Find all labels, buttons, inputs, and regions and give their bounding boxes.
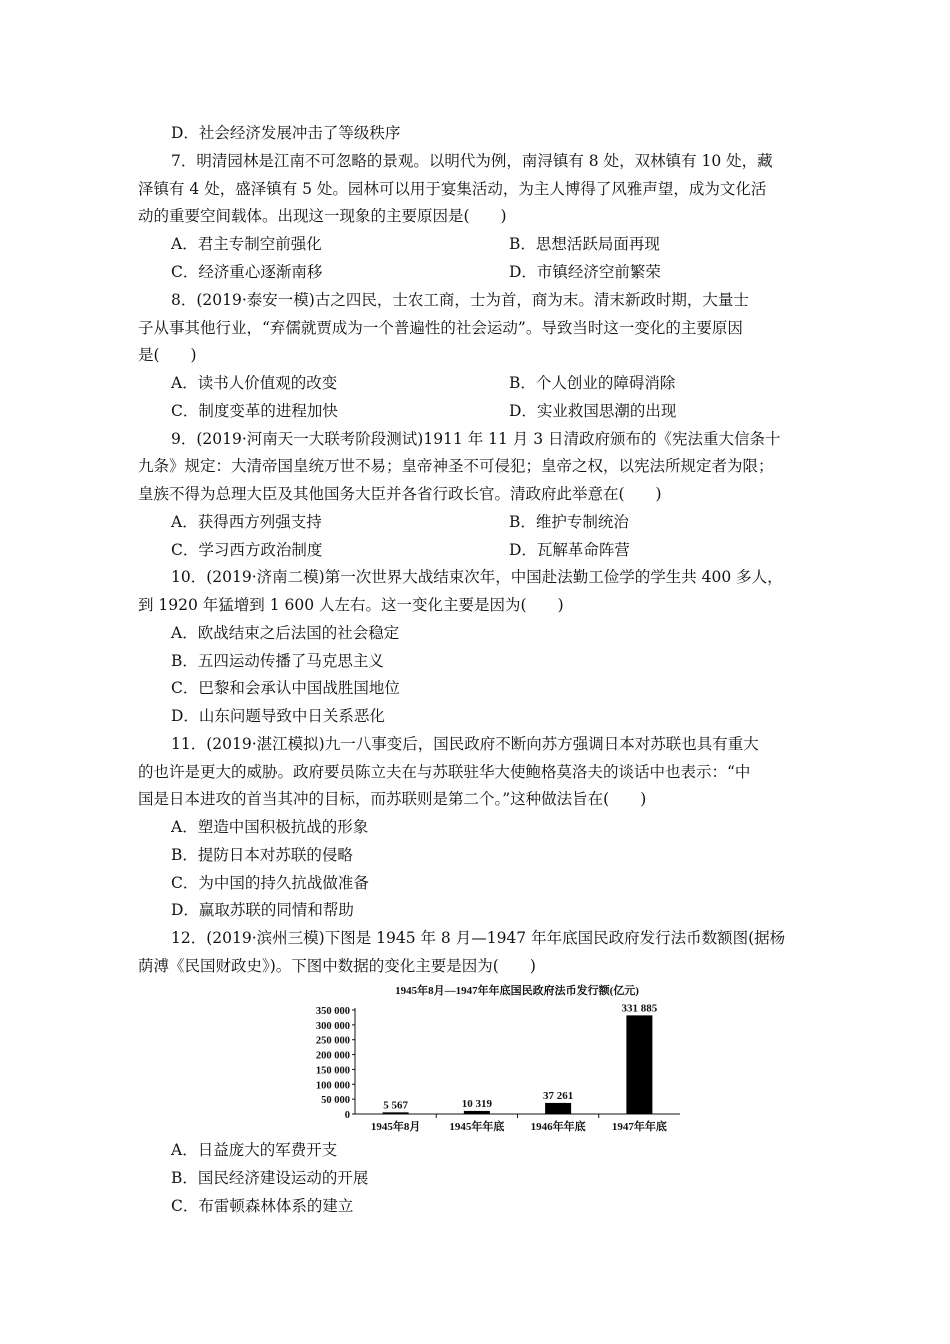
q10-stem-line-1: 10．(2019·济南二模)第一次世界大战结束次年，中国赴法勤工俭学的学生共 400 多人，	[171, 568, 783, 586]
y-tick-label: 50 000	[321, 1095, 350, 1107]
q8-stem-line-1: 8．(2019·泰安一模)古之四民，士农工商，士为首，商为末。清末新政时期，大量士	[171, 291, 749, 309]
q7-stem-line-3: 动的重要空间载体。出现这一现象的主要原因是( )	[138, 207, 507, 225]
q11-stem-line-2: 的也许是更大的威胁。政府要员陈立夫在与苏联驻华大使鲍格莫洛夫的谈话中也表示：“中	[138, 763, 751, 781]
q7-stem-line-2: 泽镇有 4 处，盛泽镇有 5 处。园林可以用于宴集活动，为主人博得了风雅声望，成为文化活	[138, 180, 767, 198]
q10-stem-line-2: 到 1920 年猛增到 1 600 人左右。这一变化主要是因为( )	[138, 596, 564, 614]
bar	[626, 1015, 652, 1114]
q11-option-a: A．塑造中国积极抗战的形象	[171, 818, 369, 836]
y-tick-label: 300 000	[315, 1020, 350, 1032]
y-tick-label: 100 000	[315, 1080, 350, 1092]
q11-stem-line-3: 国是日本进攻的首当其冲的目标，而苏联则是第二个。”这种做法旨在( )	[138, 790, 647, 808]
q12-option-b: B．国民经济建设运动的开展	[171, 1169, 369, 1187]
q9-stem-line-3: 皇族不得为总理大臣及其他国务大臣并各省行政长官。清政府此举意在( )	[138, 485, 662, 503]
q9-option-d: D．瓦解革命阵营	[509, 541, 630, 559]
q9-option-c: C．学习西方政治制度	[171, 541, 323, 559]
bar-value-label: 331 885	[621, 1002, 658, 1015]
y-tick-label: 0	[344, 1110, 350, 1121]
bar-value-label: 37 261	[543, 1089, 574, 1102]
chart-title: 1945年8月—1947年年底国民政府法币发行额(亿元)	[395, 985, 639, 997]
q8-option-d: D．实业救国思潮的出现	[509, 402, 677, 420]
x-tick-label: 1945年年底	[449, 1121, 505, 1133]
q8-option-a: A．读书人价值观的改变	[171, 374, 338, 392]
bar-value-label: 5 567	[383, 1099, 408, 1112]
bar	[383, 1112, 409, 1114]
q6-option-d: D．社会经济发展冲击了等级秩序	[171, 124, 401, 142]
q12-option-a: A．日益庞大的军费开支	[171, 1141, 338, 1159]
q12-option-c: C．布雷顿森林体系的建立	[171, 1197, 354, 1215]
q7-option-c: C．经济重心逐渐南移	[171, 263, 323, 281]
x-tick-label: 1947年年底	[611, 1121, 667, 1133]
q12-stem-line-2: 荫溥《民国财政史》)。下图中数据的变化主要是因为( )	[138, 957, 536, 975]
q8-option-b: B．个人创业的障碍消除	[509, 374, 676, 392]
x-tick-label: 1946年年底	[530, 1121, 586, 1133]
q12-stem-line-1: 12．(2019·滨州三模)下图是 1945 年 8 月—1947 年年底国民政府发行法币数额图(据杨	[171, 929, 786, 947]
q11-option-b: B．提防日本对苏联的侵略	[171, 846, 353, 864]
q7-option-d: D．市镇经济空前繁荣	[509, 263, 661, 281]
q7-option-b: B．思想活跃局面再现	[509, 235, 660, 253]
bar	[545, 1103, 571, 1114]
q9-option-a: A．获得西方列强支持	[171, 513, 322, 531]
q11-option-c: C．为中国的持久抗战做准备	[171, 874, 369, 892]
q9-stem-line-1: 9．(2019·河南天一大联考阶段测试)1911 年 11 月 3 日清政府颁布的《宪法重大信条十	[171, 430, 781, 448]
q10-option-d: D．山东问题导致中日关系恶化	[171, 707, 385, 725]
q10-option-c: C．巴黎和会承认中国战胜国地位	[171, 679, 400, 697]
bar	[464, 1111, 490, 1114]
q11-option-d: D．赢取苏联的同情和帮助	[171, 901, 354, 919]
q7-option-a: A．君主专制空前强化	[171, 235, 322, 253]
q9-option-b: B．维护专制统治	[509, 513, 629, 531]
y-tick-label: 150 000	[315, 1065, 350, 1077]
q10-option-b: B．五四运动传播了马克思主义	[171, 652, 384, 670]
q9-stem-line-2: 九条》规定：大清帝国皇统万世不易；皇帝神圣不可侵犯；皇帝之权，以宪法所规定者为限；	[138, 457, 774, 475]
money-issuance-chart	[300, 982, 690, 1142]
q10-option-a: A．欧战结束之后法国的社会稳定	[171, 624, 400, 642]
y-tick-label: 350 000	[315, 1006, 350, 1017]
q8-stem-line-2: 子从事其他行业，“弃儒就贾成为一个普遍性的社会运动”。导致当时这一变化的主要原因	[138, 319, 743, 337]
q8-option-c: C．制度变革的进程加快	[171, 402, 338, 420]
q8-stem-line-3: 是( )	[138, 346, 197, 364]
bar-value-label: 10 319	[461, 1097, 492, 1110]
y-tick-label: 250 000	[315, 1035, 350, 1047]
q11-stem-line-1: 11．(2019·湛江模拟)九一八事变后，国民政府不断向苏方强调日本对苏联也具有重大	[171, 735, 759, 753]
y-tick-label: 200 000	[315, 1050, 350, 1062]
q7-stem-line-1: 7．明清园林是江南不可忽略的景观。以明代为例，南浔镇有 8 处，双林镇有 10 处，藏	[171, 152, 773, 170]
x-tick-label: 1945年8月	[370, 1121, 421, 1133]
